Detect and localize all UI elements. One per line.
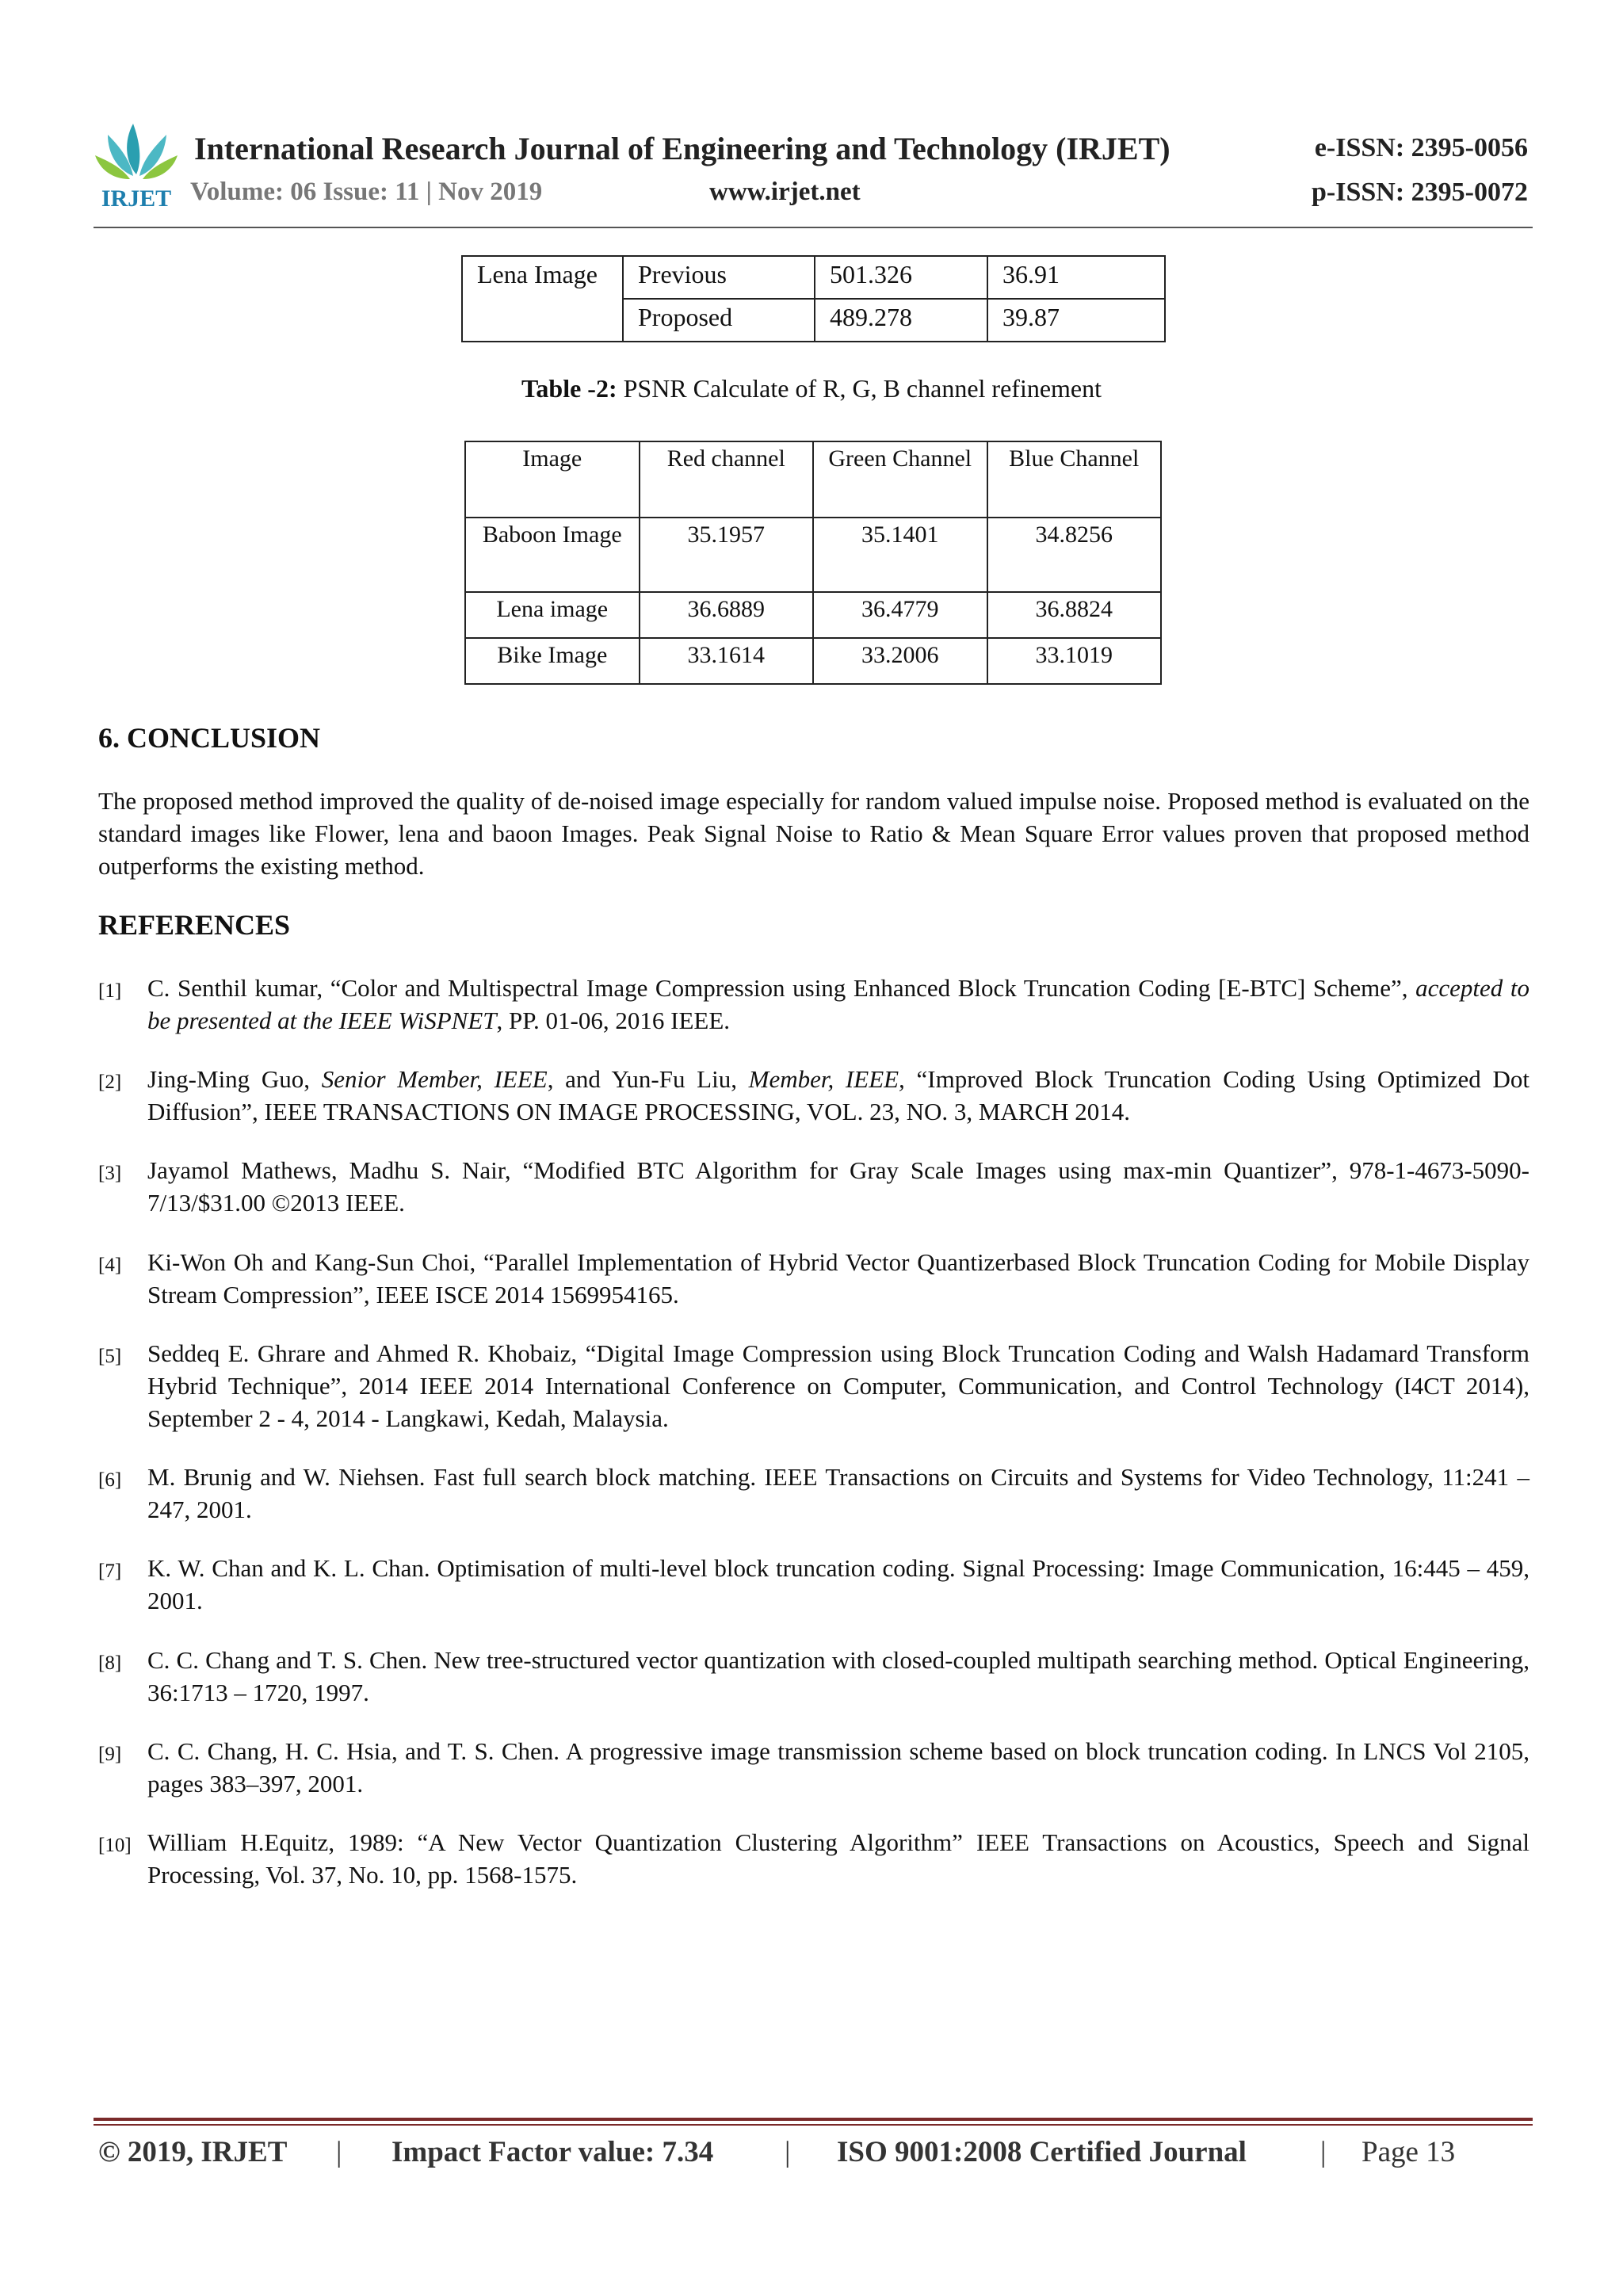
reference-number: [1] bbox=[98, 980, 122, 1002]
psnr-channel-table bbox=[464, 441, 1162, 685]
table-header-row bbox=[465, 441, 1161, 518]
reference-text: William H.Equitz, 1989: “A New Vector Quantization Clustering Algorithm” IEEE Transactions on Acoustics, Speech and Signal Processing, Vol. 37, No. 10, pp. 1568-1575. bbox=[147, 1828, 1529, 1889]
journal-website[interactable]: www.irjet.net bbox=[709, 178, 861, 206]
references-heading: REFERENCES bbox=[98, 909, 291, 941]
table-cell: Baboon Image bbox=[465, 518, 640, 592]
reference-number: [3] bbox=[98, 1163, 122, 1184]
reference-venue: accepted to be presented at the IEEE WiSPNET bbox=[147, 974, 1529, 1034]
table-cell: 489.278 bbox=[815, 299, 987, 342]
reference-item bbox=[98, 1063, 1529, 1128]
table-cell: 34.8256 bbox=[987, 518, 1162, 592]
caption-text: PSNR Calculate of R, G, B channel refinement bbox=[617, 374, 1102, 403]
reference-number: [6] bbox=[98, 1469, 122, 1491]
reference-number: [10] bbox=[98, 1835, 132, 1856]
reference-number: [5] bbox=[98, 1346, 122, 1367]
reference-text: C. C. Chang and T. S. Chen. New tree-structured vector quantization with closed-coupled multipath searching method. Optical Engineering, 36:1713 – 1720, 1997. bbox=[147, 1646, 1529, 1706]
table-cell-image: Lena Image bbox=[462, 256, 623, 342]
table-cell: 36.4779 bbox=[813, 592, 987, 638]
column-header: Image bbox=[465, 441, 640, 518]
table-cell: 33.2006 bbox=[813, 638, 987, 684]
reference-text: Jing-Ming Guo, bbox=[147, 1065, 322, 1093]
footer-divider bbox=[94, 2118, 1533, 2121]
reference-number: [8] bbox=[98, 1652, 122, 1674]
reference-text: M. Brunig and W. Niehsen. Fast full search block matching. IEEE Transactions on Circuits and Systems for Video Technology, 11:241 – 247, 2001. bbox=[147, 1463, 1529, 1523]
journal-title: International Research Journal of Engineering and Technology (IRJET) bbox=[194, 131, 1170, 166]
footer-divider bbox=[94, 2124, 1533, 2126]
table-2-caption bbox=[0, 374, 1623, 403]
table-cell: 39.87 bbox=[987, 299, 1165, 342]
reference-text: C. C. Chang, H. C. Hsia, and T. S. Chen. A progressive image transmission scheme based on block truncation coding. In LNCS Vol 2105, pages 383–397, 2001. bbox=[147, 1737, 1529, 1797]
table-cell: Bike Image bbox=[465, 638, 640, 684]
results-table-fragment bbox=[461, 255, 1166, 342]
table-cell: Previous bbox=[623, 256, 815, 299]
header-divider bbox=[94, 227, 1533, 228]
reference-text: , PP. 01-06, 2016 IEEE. bbox=[496, 1007, 731, 1034]
table-cell: 35.1401 bbox=[813, 518, 987, 592]
reference-number: [2] bbox=[98, 1072, 122, 1093]
table-cell: 35.1957 bbox=[640, 518, 814, 592]
footer-separator: | bbox=[336, 2136, 342, 2168]
table-cell: 33.1019 bbox=[987, 638, 1162, 684]
table-cell: 501.326 bbox=[815, 256, 987, 299]
reference-item bbox=[98, 1644, 1529, 1709]
reference-text: Seddeq E. Ghrare and Ahmed R. Khobaiz, “Digital Image Compression using Block Truncation Coding and Walsh Hadamard Transform Hybrid Technique”, 2014 IEEE 2014 International Conference on Computer, Communication, and Control Technology (I4CT 2014), September 2 - 4, 2014 - Langkawi, Kedah, Malaysia. bbox=[147, 1339, 1529, 1432]
reference-text: , and Yun-Fu Liu, bbox=[547, 1065, 749, 1093]
conclusion-heading: 6. CONCLUSION bbox=[98, 722, 321, 754]
table-row bbox=[465, 518, 1161, 592]
reference-item bbox=[98, 1337, 1529, 1435]
table-row bbox=[465, 638, 1161, 684]
reference-item bbox=[98, 1246, 1529, 1311]
reference-affiliation: Senior Member, IEEE bbox=[321, 1065, 548, 1093]
footer-iso: ISO 9001:2008 Certified Journal bbox=[837, 2136, 1247, 2168]
reference-text: Jayamol Mathews, Madhu S. Nair, “Modified BTC Algorithm for Gray Scale Images using max-min Quantizer”, 978-1-4673-5090-7/13/$31.00 ©2013 IEEE. bbox=[147, 1156, 1529, 1217]
table-cell: 36.91 bbox=[987, 256, 1165, 299]
column-header: Red channel bbox=[640, 441, 814, 518]
reference-text: C. Senthil kumar, “Color and Multispectral Image Compression using Enhanced Block Truncation Coding [E-BTC] Scheme”, bbox=[147, 974, 1416, 1002]
column-header: Blue Channel bbox=[987, 441, 1162, 518]
reference-text: K. W. Chan and K. L. Chan. Optimisation of multi-level block truncation coding. Signal Processing: Image Communication, 16:445 – 459, 2001. bbox=[147, 1554, 1529, 1614]
reference-text: Ki-Won Oh and Kang-Sun Choi, “Parallel Implementation of Hybrid Vector Quantizerbased Block Truncation Coding for Mobile Display Stream Compression”, IEEE ISCE 2014 1569954165. bbox=[147, 1248, 1529, 1308]
table-cell: 36.6889 bbox=[640, 592, 814, 638]
reference-item bbox=[98, 1735, 1529, 1800]
e-issn: e-ISSN: 2395-0056 bbox=[1314, 133, 1528, 162]
page-number: Page 13 bbox=[1361, 2136, 1456, 2168]
p-issn: p-ISSN: 2395-0072 bbox=[1312, 178, 1528, 207]
table-cell: Proposed bbox=[623, 299, 815, 342]
reference-item bbox=[98, 1154, 1529, 1219]
table-cell: 33.1614 bbox=[640, 638, 814, 684]
footer-copyright: © 2019, IRJET bbox=[98, 2136, 288, 2168]
reference-affiliation: Member, IEEE, bbox=[748, 1065, 905, 1093]
reference-item bbox=[98, 1461, 1529, 1526]
column-header: Green Channel bbox=[813, 441, 987, 518]
reference-item bbox=[98, 1826, 1529, 1891]
reference-number: [9] bbox=[98, 1744, 122, 1765]
reference-item bbox=[98, 1552, 1529, 1617]
table-row bbox=[462, 256, 1165, 299]
logo-text: IRJET bbox=[101, 185, 172, 212]
reference-number: [7] bbox=[98, 1561, 122, 1582]
table-row bbox=[465, 592, 1161, 638]
reference-item bbox=[98, 972, 1529, 1037]
caption-label: Table -2: bbox=[521, 374, 617, 403]
footer-separator: | bbox=[1320, 2136, 1327, 2168]
conclusion-text: The proposed method improved the quality of de-noised image especially for random valued impulse noise. Proposed method is evaluated on the standard images like Flower, lena and baoon Images. Peak Signal Noise to Ratio & Mean Square Error values proven that proposed method outperforms the existing method. bbox=[98, 787, 1529, 880]
volume-issue: Volume: 06 Issue: 11 | Nov 2019 bbox=[190, 178, 543, 206]
footer-impact-factor: Impact Factor value: 7.34 bbox=[391, 2136, 714, 2168]
irjet-logo bbox=[94, 117, 179, 212]
table-cell: Lena image bbox=[465, 592, 640, 638]
reference-number: [4] bbox=[98, 1255, 122, 1276]
footer-separator: | bbox=[785, 2136, 791, 2168]
table-cell: 36.8824 bbox=[987, 592, 1162, 638]
reference-text: “Improved Block Truncation Coding Using Optimized Dot Diffusion”, IEEE TRANSACTIONS ON IMAGE PROCESSING, VOL. 23, NO. 3, MARCH 2014. bbox=[147, 1065, 1529, 1125]
